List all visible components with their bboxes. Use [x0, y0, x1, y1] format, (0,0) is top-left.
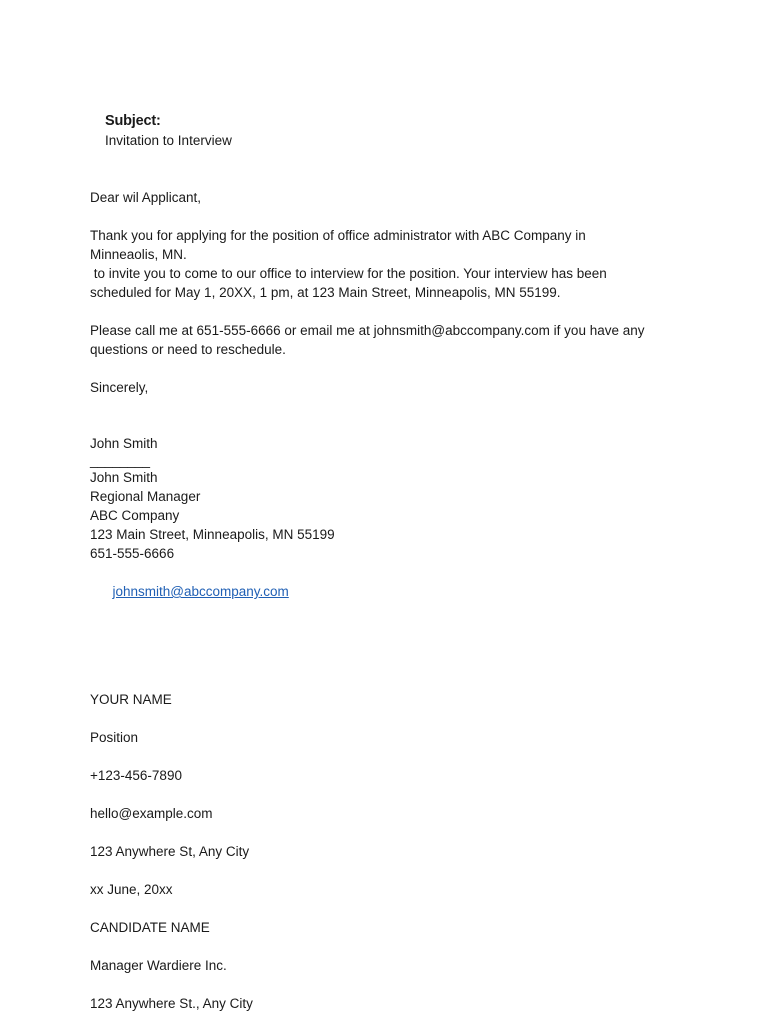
phone: +123-456-7890 — [90, 768, 182, 783]
paragraph-line: to invite you to come to our office to interview for the position. Your interview has been — [90, 266, 607, 281]
paragraph-line: Minneaolis, MN. — [90, 247, 187, 262]
your-name: YOUR NAME — [90, 692, 172, 707]
sender-address: 123 Main Street, Minneapolis, MN 55199 — [90, 527, 335, 542]
sender-title: Regional Manager — [90, 489, 201, 504]
closing: Sincerely, — [90, 380, 149, 395]
signature: John Smith — [90, 436, 158, 451]
spacer — [90, 302, 690, 321]
date: xx June, 20xx — [90, 882, 173, 897]
sender-company: ABC Company — [90, 508, 180, 523]
paragraph-invitation — [90, 226, 690, 302]
subject-label: Subject: — [105, 113, 161, 129]
spacer — [90, 359, 690, 378]
position: Position — [90, 730, 139, 745]
paragraph-line: Please call me at 651-555-6666 or email me at johnsmith@abccompany.com if you have any — [90, 323, 645, 338]
sender-block — [90, 468, 690, 620]
candidate-company-address: 123 Anywhere St., Any City — [90, 996, 253, 1011]
letter-page — [90, 92, 690, 1024]
sender-name: John Smith — [90, 470, 158, 485]
sender-email-row — [90, 563, 690, 620]
email: hello@example.com — [90, 806, 213, 821]
paragraph-line: scheduled for May 1, 20XX, 1 pm, at 123 Main Street, Minneapolis, MN 55199. — [90, 285, 561, 300]
spacer — [90, 169, 690, 188]
sender-phone: 651-555-6666 — [90, 546, 175, 561]
spacer — [90, 397, 690, 434]
address: 123 Anywhere St, Any City — [90, 844, 250, 859]
sender-email-link[interactable]: johnsmith@abccompany.com — [112, 584, 289, 599]
signature-rule: ________ — [90, 453, 151, 468]
subject-line — [90, 92, 690, 169]
template-block — [90, 690, 690, 1013]
paragraph-line: Thank you for applying for the position of office administrator with ABC Company in — [90, 228, 586, 243]
spacer — [90, 207, 690, 226]
candidate-company: Manager Wardiere Inc. — [90, 958, 227, 973]
subject-text: Invitation to Interview — [105, 133, 232, 148]
paragraph-line: questions or need to reschedule. — [90, 342, 286, 357]
paragraph-contact — [90, 321, 690, 359]
greeting: Dear wil Applicant, — [90, 190, 202, 205]
candidate-name: CANDIDATE NAME — [90, 920, 210, 935]
spacer — [90, 620, 690, 690]
